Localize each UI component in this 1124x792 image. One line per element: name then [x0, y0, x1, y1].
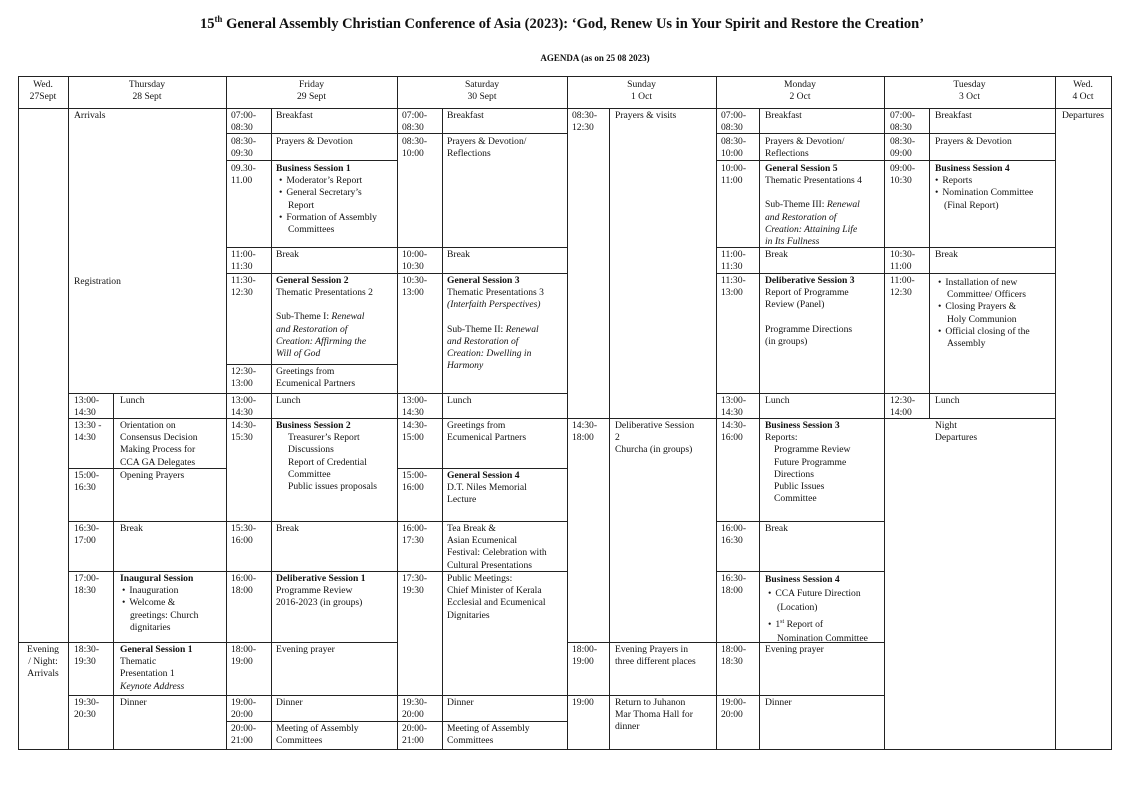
fri-time: 11:30- 12:30 [231, 275, 256, 299]
grid-line [716, 393, 884, 394]
day-header-sat: Saturday 30 Sept [464, 79, 500, 103]
tue-time: 10:30- 11:00 [890, 249, 916, 273]
grid-line [68, 521, 226, 522]
sat-time: 20:00- 21:00 [402, 723, 428, 747]
mon-event-general-session-5: General Session 5 Thematic Presentations 4 Sub-Theme III: Renewal and Restoration of Creation: Attaining Life in Its Fullness [765, 163, 862, 248]
grid-line [18, 749, 1112, 750]
mon-event-business-session-3: Business Session 3 Reports: Programme Review Future Programme Directions Public Issues Committee [765, 420, 851, 505]
mon-time: 07:00- 08:30 [721, 110, 747, 134]
day-header-fri: Friday 29 Sept [296, 79, 327, 103]
sun-time: 08:30- 12:30 [572, 110, 598, 134]
sat-time: 17:30- 19:30 [402, 573, 428, 597]
tue-event-closing: • Installation of new Committee/ Officers • Closing Prayers & Holy Communion • Official closing of the Assembly [935, 277, 1030, 350]
fri-time: 07:00- 08:30 [231, 110, 257, 134]
fri-time: 11:00- 11:30 [231, 249, 256, 273]
tue-event-night-departures: Night Departures [935, 420, 978, 444]
tue-event-break: Break [935, 249, 958, 260]
fri-event-break: Break [276, 523, 299, 534]
sat-time: 14:30- 15:00 [402, 420, 428, 444]
sat-event-general-session-4: General Session 4 D.T. Niles Memorial Lecture [447, 470, 527, 506]
wed-departures: Departures [1061, 110, 1105, 121]
mon-time: 10:00- 11:00 [721, 163, 747, 187]
mon-event-breakfast: Breakfast [765, 110, 802, 121]
grid-line [609, 108, 610, 750]
fri-event-committees: Meeting of Assembly Committees [276, 723, 359, 747]
thu-event-orientation: Orientation on Consensus Decision Making Process for CCA GA Delegates [120, 420, 198, 468]
wed-evening-arrivals: Evening / Night: Arrivals [27, 644, 59, 680]
grid-line [759, 108, 760, 750]
fri-time: 08:30- 09:30 [231, 136, 257, 160]
sat-time: 07:00- 08:30 [402, 110, 428, 134]
mon-event-break: Break [765, 523, 788, 534]
sun-time: 18:00- 19:00 [572, 644, 598, 668]
mon-event-business-session-4: Business Session 4 • CCA Future Direction (Location) • 1st Report of Nomination Committee [765, 573, 868, 646]
fri-event-business-session-2: Business Session 2 Treasurer’s Report Discussions Report of Credential Committee Public issues proposals [276, 420, 378, 493]
mon-time: 19:00- 20:00 [721, 697, 747, 721]
agenda-subtitle: AGENDA (as on 25 08 2023) [540, 53, 650, 63]
tue-event-prayers: Prayers & Devotion [935, 136, 1012, 147]
grid-line [716, 571, 884, 572]
sat-event-breakfast: Breakfast [447, 110, 484, 121]
fri-time: 15:30- 16:00 [231, 523, 257, 547]
thu-event-dinner: Dinner [120, 697, 147, 708]
tue-time: 11:00- 12:30 [890, 275, 915, 299]
sat-time: 10:00- 10:30 [402, 249, 428, 273]
sun-time: 19:00 [572, 697, 594, 708]
grid-line [1055, 76, 1056, 750]
day-header-sun: Sunday 1 Oct [627, 79, 656, 103]
fri-event-dinner: Dinner [276, 697, 303, 708]
sat-event-public-meetings: Public Meetings: Chief Minister of Kerala Ecclesial and Ecumenical Dignitaries [447, 573, 546, 621]
grid-line [226, 76, 227, 750]
mon-time: 08:30- 10:00 [721, 136, 747, 160]
day-header-wed-27: Wed. 27Sept [29, 79, 57, 103]
day-header-thu: Thursday 28 Sept [128, 79, 166, 103]
grid-line [397, 468, 567, 469]
grid-line [567, 642, 716, 643]
day-header-tue: Tuesday 3 Oct [953, 79, 986, 103]
thu-event-opening-prayers: Opening Prayers [120, 470, 185, 481]
grid-line [18, 642, 68, 643]
grid-line [397, 521, 567, 522]
fri-time: 20:00- 21:00 [231, 723, 257, 747]
grid-line [567, 76, 568, 750]
grid-line [1111, 76, 1112, 750]
grid-line [397, 76, 398, 750]
mon-event-break: Break [765, 249, 788, 260]
fri-time: 12:30- 13:00 [231, 366, 257, 390]
fri-time: 19:00- 20:00 [231, 697, 257, 721]
fri-event-prayers: Prayers & Devotion [276, 136, 353, 147]
day-header-mon: Monday 2 Oct [784, 79, 816, 103]
sat-event-greetings: Greetings from Ecumenical Partners [447, 420, 527, 444]
grid-line [226, 521, 397, 522]
sat-event-tea-break: Tea Break & Asian Ecumenical Festival: Celebration with Cultural Presentations [447, 523, 547, 571]
thu-registration: Registration [74, 276, 121, 287]
fri-event-lunch: Lunch [276, 395, 301, 406]
fri-time: 09.30- 11.00 [231, 163, 256, 187]
mon-event-lunch: Lunch [765, 395, 790, 406]
fri-time: 14:30- 15:30 [231, 420, 257, 444]
mon-time: 16:30- 18:00 [721, 573, 747, 597]
thu-time: 18:30- 19:30 [74, 644, 100, 668]
grid-line [716, 76, 717, 750]
fri-time: 16:00- 18:00 [231, 573, 257, 597]
fri-event-general-session-2: General Session 2 Thematic Presentations 2 Sub-Theme I: Renewal and Restoration of Creation: Affirming the Will of God [276, 275, 373, 360]
tue-time: 12:30- 14:00 [890, 395, 916, 419]
grid-line [226, 247, 397, 248]
mon-time: 18:00- 18:30 [721, 644, 747, 668]
thu-arrivals: Arrivals [74, 110, 106, 121]
sat-time: 08:30- 10:00 [402, 136, 428, 160]
sat-time: 15:00- 16:00 [402, 470, 428, 494]
mon-time: 16:00- 16:30 [721, 523, 747, 547]
fri-event-deliberative-session-1: Deliberative Session 1 Programme Review 2016-2023 (in groups) [276, 573, 366, 609]
thu-event-general-session-1: General Session 1 Thematic Presentation 1 Keynote Address [120, 644, 193, 692]
tue-event-lunch: Lunch [935, 395, 960, 406]
grid-line [18, 76, 1112, 77]
grid-line [68, 695, 226, 696]
grid-line [929, 108, 930, 418]
sun-time: 14:30- 18:00 [572, 420, 598, 444]
fri-event-break: Break [276, 249, 299, 260]
mon-event-prayers: Prayers & Devotion/ Reflections [765, 136, 845, 160]
grid-line [716, 695, 884, 696]
grid-line [226, 642, 397, 643]
fri-event-greetings: Greetings from Ecumenical Partners [276, 366, 356, 390]
grid-line [68, 642, 226, 643]
mon-event-deliberative-session-3: Deliberative Session 3 Report of Programme Review (Panel) Programme Directions (in groups) [765, 275, 855, 347]
fri-time: 13:00- 14:30 [231, 395, 257, 419]
mon-time: 11:00- 11:30 [721, 249, 746, 273]
grid-line [884, 247, 1055, 248]
sat-event-committees: Meeting of Assembly Committees [447, 723, 530, 747]
sat-event-general-session-3: General Session 3 Thematic Presentations 3 (Interfaith Perspectives) Sub-Theme II: Renewal and Restoration of Creation: Dwelling in Harmony [447, 275, 544, 372]
thu-event-lunch: Lunch [120, 395, 145, 406]
sat-time: 16:00- 17:30 [402, 523, 428, 547]
grid-line [397, 247, 567, 248]
fri-time: 18:00- 19:00 [231, 644, 257, 668]
sat-time: 19:30- 20:00 [402, 697, 428, 721]
page-title: 15th General Assembly Christian Conference of Asia (2023): ‘God, Renew Us in Your Spirit and Restore the Creation’ [199, 14, 925, 32]
sun-event-deliberative-session-2: Deliberative Session 2 Churcha (in groups) [615, 420, 695, 456]
thu-event-inaugural-session: Inaugural Session • Inauguration • Welcome & greetings: Church dignitaries [120, 573, 198, 634]
grid-line [226, 364, 397, 365]
fri-event-business-session-1: Business Session 1 • Moderator’s Report • General Secretary’s Report • Formation of Assembly Committees [276, 163, 377, 236]
thu-event-break: Break [120, 523, 143, 534]
sat-time: 10:30- 13:00 [402, 275, 428, 299]
fri-event-breakfast: Breakfast [276, 110, 313, 121]
grid-line [68, 571, 226, 572]
grid-line [397, 695, 567, 696]
sun-event-return-dinner: Return to Juhanon Mar Thoma Hall for dinner [615, 697, 693, 733]
mon-time: 13:00- 14:30 [721, 395, 747, 419]
sat-event-prayers: Prayers & Devotion/ Reflections [447, 136, 527, 160]
grid-line [567, 695, 716, 696]
grid-line [226, 695, 397, 696]
mon-time: 11:30- 13:00 [721, 275, 746, 299]
mon-time: 14:30- 16:00 [721, 420, 747, 444]
tue-time: 09:00- 10:30 [890, 163, 916, 187]
grid-line [884, 393, 1055, 394]
sat-time: 13:00- 14:30 [402, 395, 428, 419]
grid-line [567, 418, 716, 419]
thu-time: 17:00- 18:30 [74, 573, 100, 597]
thu-time: 13:00- 14:30 [74, 395, 100, 419]
day-header-wed-4: Wed. 4 Oct [1072, 79, 1094, 103]
grid-line [716, 521, 884, 522]
sat-event-lunch: Lunch [447, 395, 472, 406]
grid-line [68, 393, 226, 394]
grid-line [884, 76, 885, 750]
fri-event-evening-prayer: Evening prayer [276, 644, 335, 655]
thu-time: 19:30- 20:30 [74, 697, 100, 721]
grid-line [18, 108, 1112, 109]
tue-time: 08:30- 09:00 [890, 136, 916, 160]
tue-event-breakfast: Breakfast [935, 110, 972, 121]
mon-event-dinner: Dinner [765, 697, 792, 708]
thu-time: 13:30 - 14:30 [74, 420, 102, 444]
grid-line [226, 571, 397, 572]
thu-time: 15:00- 16:30 [74, 470, 100, 494]
grid-line [442, 108, 443, 750]
grid-line [271, 108, 272, 750]
sun-event-evening-prayers: Evening Prayers in three different places [615, 644, 696, 668]
grid-line [68, 76, 69, 750]
mon-event-evening-prayer: Evening prayer [765, 644, 824, 655]
grid-line [397, 393, 567, 394]
tue-event-business-session-4: Business Session 4 • Reports • Nomination Committee (Final Report) [935, 163, 1033, 212]
sat-event-dinner: Dinner [447, 697, 474, 708]
thu-time: 16:30- 17:00 [74, 523, 100, 547]
sun-event-prayers-visits: Prayers & visits [615, 110, 677, 121]
grid-line [226, 393, 397, 394]
tue-time: 07:00- 08:30 [890, 110, 916, 134]
sat-event-break: Break [447, 249, 470, 260]
